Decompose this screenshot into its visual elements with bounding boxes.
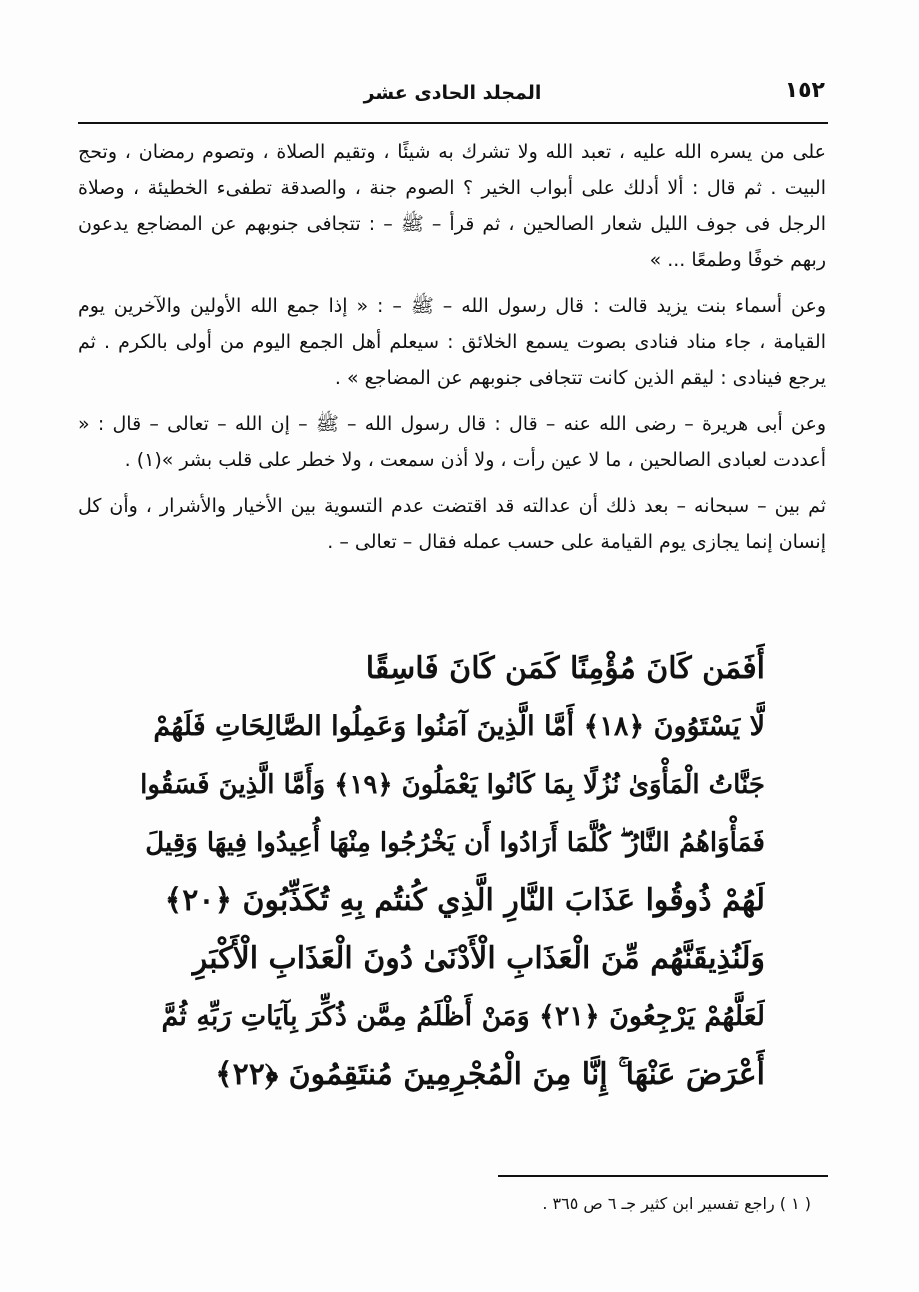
verse-line: أَفَمَن كَانَ مُؤْمِنًا كَمَن كَانَ فَاسِقًا bbox=[365, 651, 765, 686]
footnote: ( ١ ) راجع تفسير ابن كثير جـ ٦ ص ٣٦٥ . bbox=[542, 1194, 811, 1213]
verse-line: لَعَلَّهُمْ يَرْجِعُونَ ﴿٢١﴾ وَمَنْ أَظْلَمُ مِمَّن ذُكِّرَ بِآيَاتِ رَبِّهِ ثُمَّ bbox=[161, 1001, 765, 1032]
paragraph-hadith-abu-hurayra: وعن أبى هريرة – رضى الله عنه – قال : قال رسول الله – ﷺ – إن الله – تعالى – قال : « أعددت لعبادى الصالحين ، ما لا عين رأت ، ولا أذن سمعت ، ولا خطر على قلب بشر »(١) . bbox=[78, 413, 826, 471]
verse-line: لَهُمْ ذُوقُوا عَذَابَ النَّارِ الَّذِي كُنتُم بِهِ تُكَذِّبُونَ ﴿٢٠﴾ bbox=[164, 883, 765, 918]
quran-verses-block bbox=[140, 640, 765, 1104]
paragraph-hadith-muadh: على من يسره الله عليه ، تعبد الله ولا تشرك به شيئًا ، وتقيم الصلاة ، وتصوم رمضان ، وتحج البيت . ثم قال : ألا أدلك على أبواب الخير ؟ الصوم جنة ، والصدقة تطفىء الخطيئة ، وصلاة الرجل فى جوف الليل شعار الصالحين ، ثم قرأ – ﷺ – : تتجافى جنوبهم عن المضاجع يدعون ربهم خوفًا وطمعًا ... » bbox=[78, 141, 826, 271]
page-header bbox=[80, 76, 825, 116]
footnote-rule bbox=[498, 1175, 828, 1177]
header-rule bbox=[78, 122, 828, 124]
paragraph-hadith-asma: وعن أسماء بنت يزيد قالت : قال رسول الله – ﷺ – : « إذا جمع الله الأولين والآخرين يوم القيامة ، جاء مناد فنادى بصوت يسمع الخلائق : سيعلم أهل الجمع اليوم من أولى بالكرم . ثم يرجع فينادى : ليقم الذين كانت تتجافى جنوبهم عن المضاجع » . bbox=[78, 295, 826, 389]
commentary-text bbox=[78, 134, 826, 570]
verse-line: جَنَّاتُ الْمَأْوَىٰ نُزُلًا بِمَا كَانُوا يَعْمَلُونَ ﴿١٩﴾ وَأَمَّا الَّذِينَ فَسَقُوا bbox=[140, 770, 765, 800]
running-title: المجلد الحادى عشر bbox=[363, 82, 542, 104]
verse-line: أَعْرَضَ عَنْهَا ۚ إِنَّا مِنَ الْمُجْرِمِينَ مُنتَقِمُونَ ﴿٢٢﴾ bbox=[215, 1057, 765, 1092]
verse-line: لَّا يَسْتَوُونَ ﴿١٨﴾ أَمَّا الَّذِينَ آمَنُوا وَعَمِلُوا الصَّالِحَاتِ فَلَهُمْ bbox=[153, 711, 765, 742]
verse-line: وَلَنُذِيقَنَّهُم مِّنَ الْعَذَابِ الْأَدْنَىٰ دُونَ الْعَذَابِ الْأَكْبَرِ bbox=[192, 941, 765, 976]
verse-line: فَمَأْوَاهُمُ النَّارُ ۖ كُلَّمَا أَرَادُوا أَن يَخْرُجُوا مِنْهَا أُعِيدُوا فِيهَا وَقِيلَ bbox=[145, 828, 765, 858]
paragraph-transition: ثم بين – سبحانه – بعد ذلك أن عدالته قد اقتضت عدم التسوية بين الأخيار والأشرار ، وأن كل إنسان إنما يجازى يوم القيامة على حسب عمله فقال – تعالى – . bbox=[78, 495, 826, 553]
page-number: ١٥٢ bbox=[784, 78, 825, 103]
